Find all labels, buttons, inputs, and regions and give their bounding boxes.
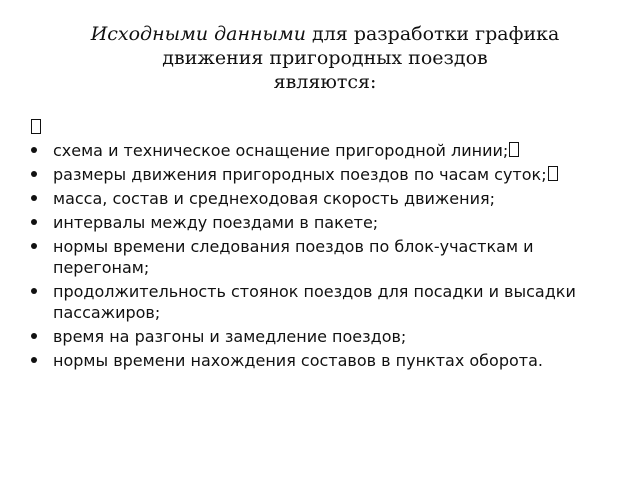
bullet-dot-icon bbox=[31, 171, 37, 177]
bullet-dot-icon bbox=[31, 243, 37, 249]
bullet-item bbox=[26, 350, 606, 371]
bullet-dot-icon bbox=[31, 195, 37, 201]
title-line-3: являются: bbox=[273, 71, 377, 93]
missing-glyph-icon bbox=[31, 119, 41, 134]
bullet-text: нормы времени нахождения составов в пунктах оборота. bbox=[53, 351, 543, 370]
bullet-text: интервалы между поездами в пакете; bbox=[53, 213, 379, 232]
bullet-text: масса, состав и среднеходовая скорость движения; bbox=[53, 189, 496, 208]
missing-glyph-box bbox=[30, 118, 41, 138]
bullet-text: продолжительность стоянок поездов для посадки и высадки пассажиров; bbox=[53, 282, 576, 322]
title-rest-text: для разработки графика bbox=[305, 23, 560, 45]
bullet-list bbox=[26, 140, 606, 374]
bullet-text: нормы времени следования поездов по блок-участкам и перегонам; bbox=[53, 237, 534, 277]
missing-glyph-icon bbox=[548, 166, 558, 181]
bullet-item bbox=[26, 164, 606, 185]
bullet-dot-icon bbox=[31, 219, 37, 225]
bullet-text: схема и техническое оснащение пригородной линии; bbox=[53, 141, 509, 160]
title-line-2: движения пригородных поездов bbox=[162, 47, 488, 69]
bullet-item bbox=[26, 140, 606, 161]
bullet-text: время на разгоны и замедление поездов; bbox=[53, 327, 407, 346]
bullet-dot-icon bbox=[31, 147, 37, 153]
title-line-1 bbox=[40, 22, 610, 46]
title-italic-text: Исходными данными bbox=[90, 23, 306, 45]
bullet-item bbox=[26, 236, 606, 278]
bullet-dot-icon bbox=[31, 288, 37, 294]
bullet-dot-icon bbox=[31, 357, 37, 363]
missing-glyph-icon bbox=[509, 142, 519, 157]
bullet-item bbox=[26, 212, 606, 233]
slide-title bbox=[40, 22, 610, 94]
bullet-item bbox=[26, 281, 606, 323]
bullet-dot-icon bbox=[31, 333, 37, 339]
bullet-item bbox=[26, 326, 606, 347]
bullet-item bbox=[26, 188, 606, 209]
bullet-text: размеры движения пригородных поездов по часам суток; bbox=[53, 165, 547, 184]
